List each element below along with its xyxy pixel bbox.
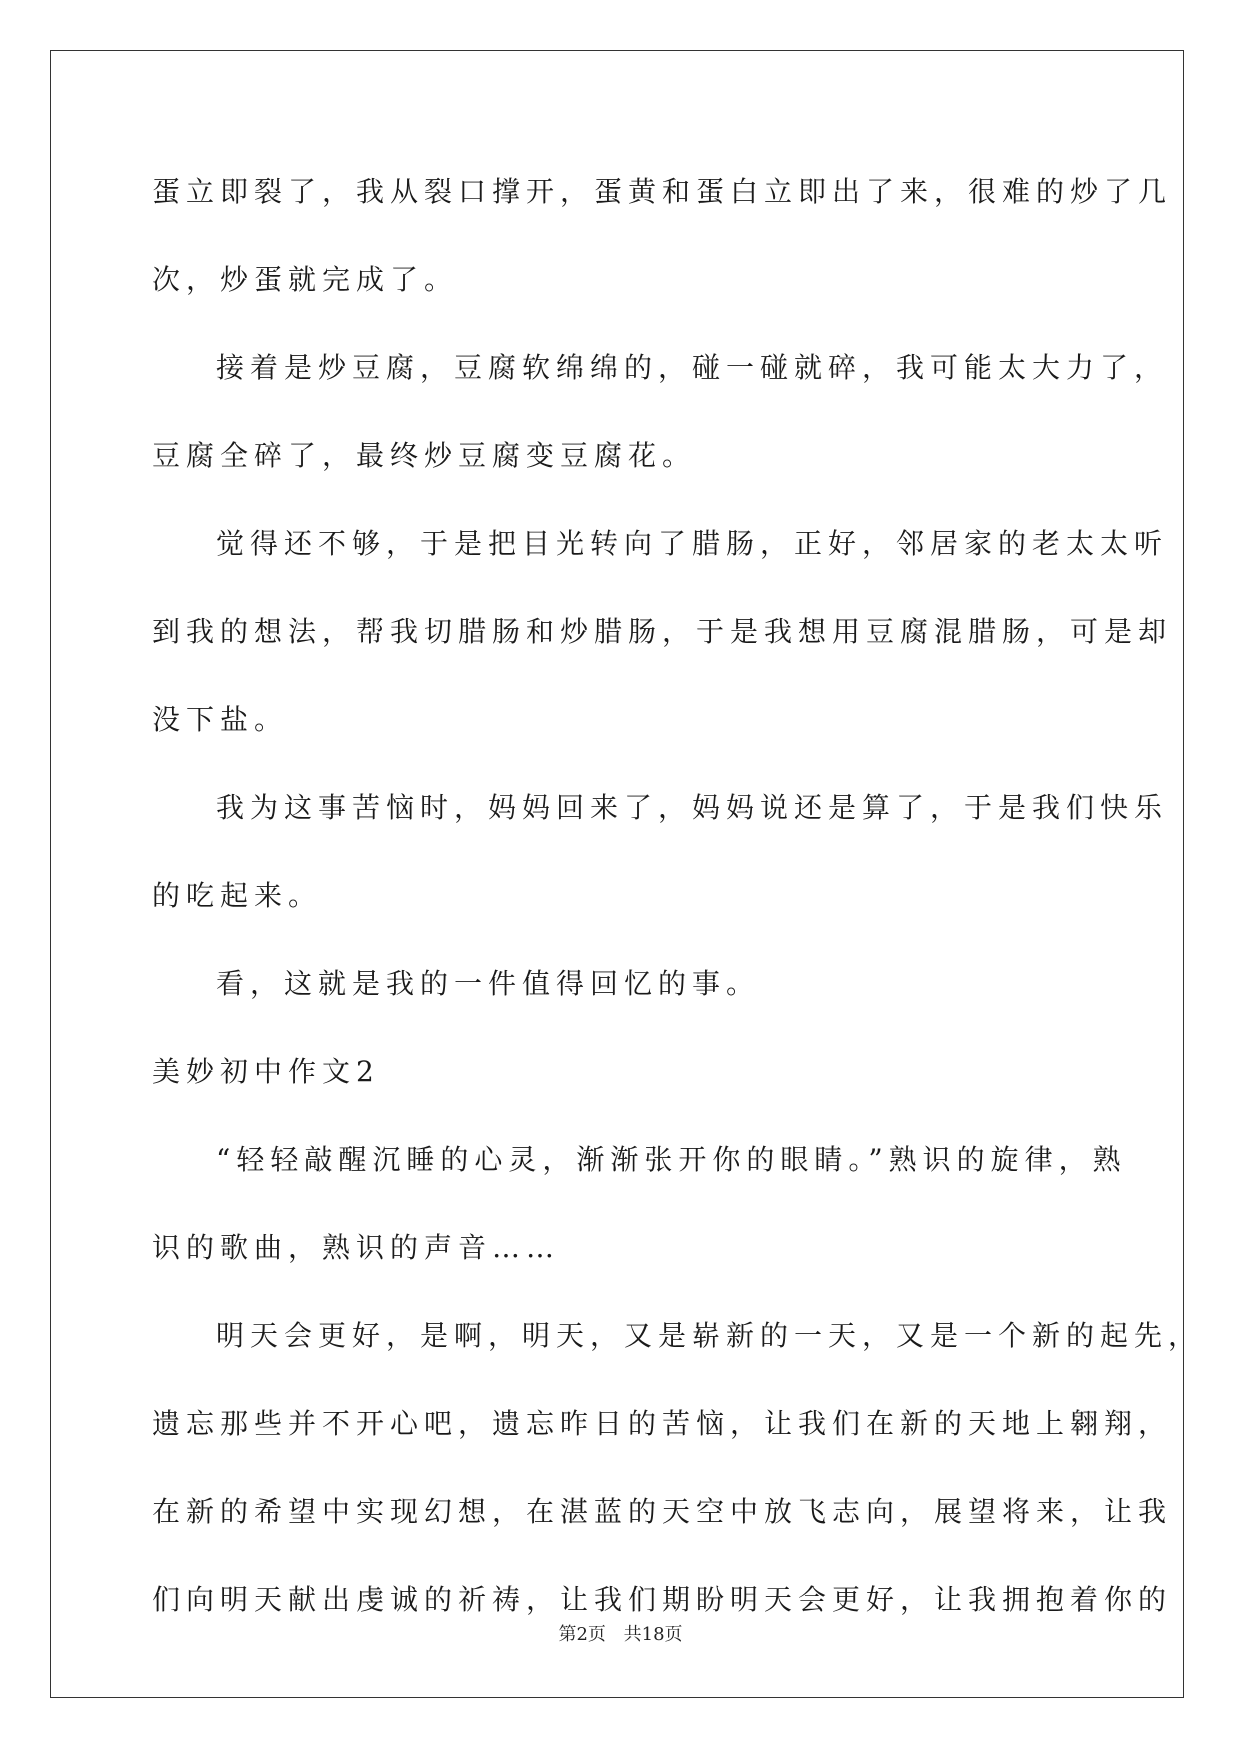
text-line: 遗忘那些并不开心吧，遗忘昨日的苦恼，让我们在新的天地上翱翔， [152,1407,1173,1440]
text-line: 没下盐。 [152,703,289,736]
text-line: 到我的想法，帮我切腊肠和炒腊肠，于是我想用豆腐混腊肠，可是却 [152,615,1173,648]
text-line: 们向明天献出虔诚的祈祷，让我们期盼明天会更好，让我拥抱着你的 [152,1583,1173,1616]
text-line: 我为这事苦恼时，妈妈回来了，妈妈说还是算了，于是我们快乐 [216,791,1169,824]
text-line: 明天会更好，是啊，明天，又是崭新的一天，又是一个新的起先， [216,1319,1203,1352]
text-line: 在新的希望中实现幻想，在湛蓝的天空中放飞志向，展望将来，让我 [152,1495,1173,1528]
text-line: 豆腐全碎了，最终炒豆腐变豆腐花。 [152,439,697,472]
text-line: 的吃起来。 [152,879,323,912]
page-total: 共18页 [623,1624,683,1645]
text-line: 识的歌曲，熟识的声音…… [152,1231,561,1264]
document-body [152,162,1203,1658]
text-line: 接着是炒豆腐，豆腐软绵绵的，碰一碰就碎，我可能太大力了， [216,351,1169,384]
text-line: 次，炒蛋就完成了。 [152,263,459,296]
text-line: 觉得还不够，于是把目光转向了腊肠，正好，邻居家的老太太听 [216,527,1169,560]
text-line: 看，这就是我的一件值得回忆的事。 [216,967,761,1000]
page-number: 第2页 [558,1624,606,1645]
page-footer [0,1620,1241,1646]
text-line: 蛋立即裂了，我从裂口撑开，蛋黄和蛋白立即出了来，很难的炒了几 [152,175,1173,208]
text-line: 美妙初中作文2 [152,1055,380,1088]
text-line: “轻轻敲醒沉睡的心灵，渐渐张开你的眼睛。”熟识的旋律，熟 [216,1143,1127,1176]
